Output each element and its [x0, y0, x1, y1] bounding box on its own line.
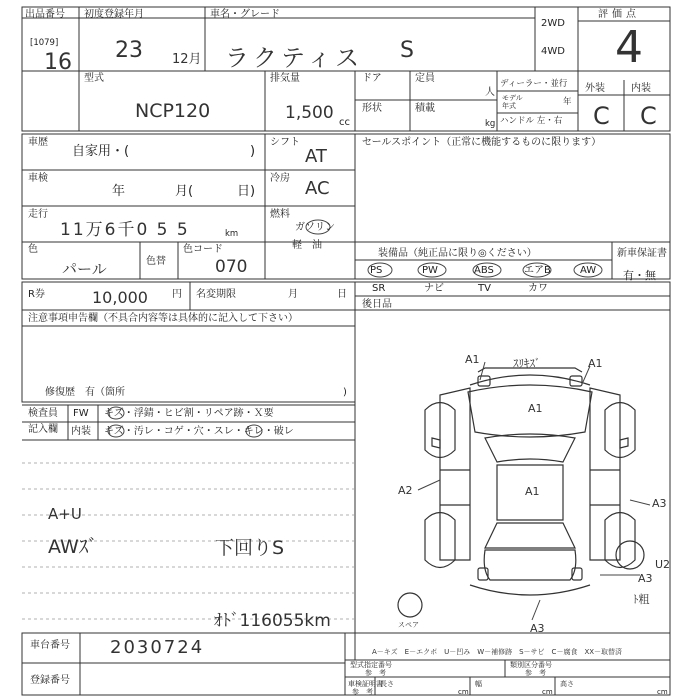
lot-number: 16: [44, 50, 72, 75]
first-reg-month: 12月: [172, 52, 202, 67]
tailgate-outline: [484, 550, 576, 580]
equip-abs: ABS: [474, 265, 494, 276]
interior-label: 内装: [631, 83, 651, 94]
ac-label: 冷房: [270, 173, 290, 184]
load-unit: kg: [485, 119, 496, 129]
type-label: 型式: [84, 73, 104, 84]
equip-tv: TV: [478, 283, 491, 294]
reg-number-label: 登録番号: [30, 675, 70, 686]
warranty-value: 有・無: [623, 269, 656, 282]
warranty-label: 新車保証書: [617, 248, 667, 259]
mark-a2-left: A2: [398, 484, 413, 497]
equip-sr: SR: [372, 283, 386, 294]
drive-2wd: 2WD: [541, 18, 565, 29]
chassis-number: 2030724: [110, 637, 205, 658]
color-code-label: 色コード: [183, 244, 223, 255]
name-change-month: 月: [288, 289, 298, 300]
model-name: ラクティス: [225, 44, 364, 72]
ac-value: AC: [305, 178, 330, 199]
recycle-unit: 円: [172, 289, 182, 300]
windshield-outline: [485, 434, 575, 462]
reg-cert-ref: 参 考: [352, 688, 373, 696]
door-label: ドア: [362, 73, 382, 84]
mileage-unit: km: [225, 229, 239, 239]
mark-a1-roof: A1: [525, 485, 540, 498]
width-unit: cm: [542, 688, 553, 696]
equip-aw: AW: [580, 265, 597, 276]
name-change-day: 日: [337, 289, 347, 300]
model-year-label-2: 年式: [502, 102, 516, 110]
length-label: 長さ: [380, 680, 394, 688]
repair-history-close: ): [343, 387, 347, 398]
category-ref: 参 考: [525, 669, 546, 677]
mark-u2-rear-right: U2: [655, 558, 671, 571]
load-label: 積載: [415, 103, 435, 114]
mirror-right: [620, 438, 628, 448]
recycle-value: 10,000: [92, 288, 148, 307]
inspection-label: 車検: [28, 173, 48, 184]
width-label: 幅: [475, 680, 482, 688]
fuel-label: 燃料: [270, 209, 290, 220]
equip-navi: ナビ: [424, 283, 444, 294]
rear-window-outline: [485, 523, 575, 548]
first-reg-year: 23: [115, 38, 143, 63]
reg-cert-label: 車検証明書: [348, 680, 383, 688]
lot-bracket: [1079]: [30, 38, 59, 48]
note-hand-4: ｵﾄﾞ116055km: [214, 611, 331, 631]
mark-a3-rear: A3: [530, 622, 545, 635]
category-label: 類別区分番号: [510, 661, 552, 669]
fw-label: FW: [73, 408, 89, 419]
sales-point-label: セールスポイント（正常に機能するものに限ります）: [362, 137, 602, 148]
dealer-label: ディーラー・並行: [500, 79, 568, 89]
exterior-grade: C: [593, 102, 610, 130]
score: 4: [615, 22, 643, 73]
mark-rough-rear: ﾄ粗: [633, 593, 650, 606]
first-reg-label: 初度登録年月: [84, 9, 144, 20]
height-unit: cm: [657, 688, 668, 696]
history-value: 自家用・(: [72, 144, 130, 159]
inspection-month: 月(: [175, 184, 194, 199]
shape-label: 形状: [362, 103, 382, 114]
height-label: 高さ: [560, 680, 574, 688]
damage-legend: A－キズ E－エクボ U－凹み W－補修跡 S－サビ C－腐食 XX－取替済: [372, 648, 623, 656]
inspector-label-1: 検査員: [28, 408, 58, 419]
color-change-label: 色替: [146, 256, 166, 267]
chassis-label: 車台番号: [30, 640, 70, 651]
history-close: ): [250, 144, 256, 159]
exterior-label: 外装: [585, 83, 605, 94]
fuel-diesel: 軽 油: [292, 240, 322, 251]
fuel-gasoline: ガソリン: [295, 222, 335, 233]
capacity-unit: 人: [485, 87, 495, 98]
handle-label: ハンドル 左・右: [500, 116, 563, 126]
mileage-label: 走行: [28, 209, 48, 220]
repair-history-label: 修復歴 有（箇所: [45, 387, 125, 398]
name-change-label: 名変期限: [196, 289, 236, 300]
mark-a1-front-left: A1: [465, 353, 480, 366]
equip-pw: PW: [422, 265, 438, 276]
model-year-label-1: モデル: [502, 94, 523, 102]
score-label: 評価点: [598, 9, 640, 20]
lot-number-label: 出品番号: [25, 9, 65, 20]
color-code-value: 070: [215, 257, 248, 277]
type-id-label: 型式指定番号: [350, 661, 392, 669]
mark-a1-front-right: A1: [588, 357, 603, 370]
equip-leather: カワ: [528, 283, 548, 294]
caution-label: 注意事項申告欄（不具合内容等は具体的に記入して下さい）: [28, 313, 298, 324]
mark-scratch-front: ｽﾘｷｽﾞ: [513, 357, 541, 370]
interior-check-label: 内装: [71, 426, 91, 437]
note-hand-3: 下回りS: [215, 537, 285, 559]
equip-ps: PS: [370, 265, 383, 276]
type-id-ref: 参 考: [365, 669, 386, 677]
mark-a3-rear-right: A3: [638, 572, 653, 585]
length-unit: cm: [458, 688, 469, 696]
history-label: 車歴: [28, 137, 48, 148]
spare-label: スペア: [398, 621, 419, 629]
drive-4wd: 4WD: [541, 46, 565, 57]
interior-items: キズ・汚レ・コゲ・穴・スレ・キレ・破レ: [104, 426, 294, 437]
equipment-label: 装備品（純正品に限り◎ください）: [378, 248, 537, 259]
spare-tire: [398, 593, 422, 617]
rear-bumper-outline: [470, 585, 590, 595]
mirror-left: [432, 438, 440, 448]
note-hand-1: A+U: [48, 505, 82, 523]
color-label: 色: [28, 244, 38, 255]
inspection-day: 日): [237, 184, 256, 199]
model-grade-label: 車名・グレード: [210, 9, 280, 20]
capacity-label: 定員: [415, 73, 435, 84]
displacement-unit: cc: [339, 117, 350, 128]
inspection-year: 年: [112, 184, 126, 199]
mileage-value: 11万6千0 5 5: [60, 220, 190, 240]
shift-label: シフト: [270, 137, 300, 148]
fw-items: キズ・浮錆・ヒビ割・リペア跡・Ｘ要: [104, 408, 274, 419]
equip-airbag: エアB: [524, 265, 551, 276]
note-hand-2: AWｽﾞ: [48, 536, 98, 558]
displacement-value: 1,500: [285, 103, 334, 123]
inspector-label-2: 記入欄: [28, 424, 58, 435]
grade: S: [400, 38, 414, 63]
type-value: NCP120: [135, 100, 211, 122]
mark-a1-hood: A1: [528, 402, 543, 415]
shift-value: AT: [305, 146, 327, 167]
model-year-unit: 年: [563, 97, 572, 107]
displacement-label: 排気量: [270, 73, 300, 84]
recycle-label: R券: [28, 289, 45, 300]
interior-grade: C: [640, 102, 657, 130]
mark-a3-right: A3: [652, 497, 667, 510]
color-value: パール: [62, 260, 107, 278]
rear-items-label: 後日品: [362, 299, 392, 310]
